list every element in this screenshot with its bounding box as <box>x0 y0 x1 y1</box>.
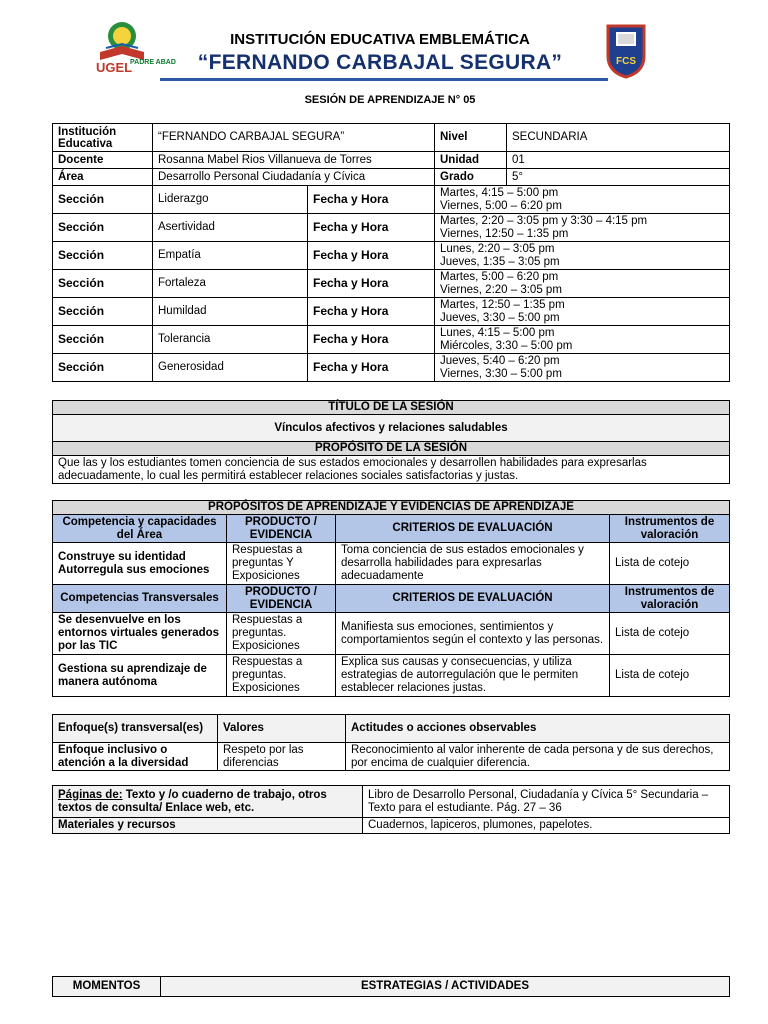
section-row <box>53 326 730 354</box>
datetime-label: Fecha y Hora <box>308 326 435 354</box>
grade-value: 5° <box>507 169 730 186</box>
section-label: Sección <box>53 326 153 354</box>
col-instruments: Instrumentos de valoración <box>610 585 730 613</box>
unit-value: 01 <box>507 152 730 169</box>
level-label: Nivel <box>435 124 507 152</box>
competence-cell: Se desenvuelve en los entornos virtuales generados por las TIC <box>53 613 227 655</box>
focus-table <box>52 714 730 771</box>
section-schedule: Martes, 2:20 – 3:05 pm y 3:30 – 4:15 pm Viernes, 12:50 – 1:35 pm <box>435 214 730 242</box>
session-table <box>52 400 730 484</box>
col-product: PRODUCTO / EVIDENCIA <box>227 585 336 613</box>
area-value: Desarrollo Personal Ciudadanía y Cívica <box>153 169 435 186</box>
datetime-label: Fecha y Hora <box>308 354 435 382</box>
section-name: Generosidad <box>153 354 308 382</box>
session-purpose-label: PROPÓSITO DE LA SESIÓN <box>53 442 730 456</box>
section-label: Sección <box>53 186 153 214</box>
purposes-table <box>52 500 730 697</box>
instrument-cell: Lista de cotejo <box>610 613 730 655</box>
materials-label: Materiales y recursos <box>53 818 363 834</box>
section-label: Sección <box>53 214 153 242</box>
section-schedule: Martes, 5:00 – 6:20 pm Viernes, 2:20 – 3:05 pm <box>435 270 730 298</box>
institution-name: “FERNANDO CARBAJAL SEGURA” <box>197 51 563 74</box>
competence-cell: Construye su identidad Autorregula sus emociones <box>53 543 227 585</box>
instrument-cell: Lista de cotejo <box>610 655 730 697</box>
section-row <box>53 354 730 382</box>
unit-label: Unidad <box>435 152 507 169</box>
teacher-label: Docente <box>53 152 153 169</box>
section-label: Sección <box>53 354 153 382</box>
materials-value: Cuadernos, lapiceros, plumones, papelotes. <box>363 818 730 834</box>
datetime-label: Fecha y Hora <box>308 298 435 326</box>
col-instruments: Instrumentos de valoración <box>610 515 730 543</box>
school-shield-logo <box>606 24 646 78</box>
svg-text:UGEL: UGEL <box>96 60 133 75</box>
level-value: SECUNDARIA <box>507 124 730 152</box>
section-label: Sección <box>53 242 153 270</box>
datetime-label: Fecha y Hora <box>308 214 435 242</box>
values-value: Respeto por las diferencias <box>218 743 346 771</box>
section-schedule: Lunes, 2:20 – 3:05 pm Jueves, 1:35 – 3:05 pm <box>435 242 730 270</box>
info-table <box>52 123 730 382</box>
section-schedule: Jueves, 5:40 – 6:20 pm Viernes, 3:30 – 5:00 pm <box>435 354 730 382</box>
section-name: Tolerancia <box>153 326 308 354</box>
section-name: Asertividad <box>153 214 308 242</box>
teacher-value: Rosanna Mabel Rios Villanueva de Torres <box>153 152 435 169</box>
area-label: Área <box>53 169 153 186</box>
section-row <box>53 214 730 242</box>
svg-text:PADRE ABAD: PADRE ABAD <box>130 59 176 66</box>
pages-label: Páginas de: Texto y /o cuaderno de trabajo, otros textos de consulta/ Enlace web, etc. <box>53 786 363 818</box>
moments-table <box>52 976 730 997</box>
datetime-label: Fecha y Hora <box>308 186 435 214</box>
product-cell: Respuestas a preguntas. Exposiciones <box>227 655 336 697</box>
svg-text:FCS: FCS <box>616 56 636 67</box>
col-strategies: ESTRATEGIAS / ACTIVIDADES <box>161 977 730 997</box>
pages-value: Libro de Desarrollo Personal, Ciudadanía y Cívica 5° Secundaria – Texto para el estudiante. Pág. 27 – 36 <box>363 786 730 818</box>
criteria-cell: Explica sus causas y consecuencias, y utiliza estrategias de autorregulación que le permiten establecer relaciones justas. <box>336 655 610 697</box>
col-attitudes: Actitudes o acciones observables <box>346 715 730 743</box>
purposes-heading: PROPÓSITOS DE APRENDIZAJE Y EVIDENCIAS DE APRENDIZAJE <box>53 501 730 515</box>
section-name: Empatía <box>153 242 308 270</box>
section-row <box>53 298 730 326</box>
section-schedule: Martes, 4:15 – 5:00 pm Viernes, 5:00 – 6:20 pm <box>435 186 730 214</box>
session-title-value: Vínculos afectivos y relaciones saludables <box>53 415 730 442</box>
datetime-label: Fecha y Hora <box>308 242 435 270</box>
col-focus: Enfoque(s) transversal(es) <box>53 715 218 743</box>
header-divider <box>160 78 608 81</box>
grade-label: Grado <box>435 169 507 186</box>
datetime-label: Fecha y Hora <box>308 270 435 298</box>
session-title-label: TÍTULO DE LA SESIÓN <box>53 401 730 415</box>
criteria-cell: Manifiesta sus emociones, sentimientos y comportamientos según el contexto y las personas. <box>336 613 610 655</box>
session-purpose-value: Que las y los estudiantes tomen conciencia de sus estados emocionales y desarrollen habilidades para expresarlas adecuadamente, lo cual les permitirá establecer relaciones sociales satisfactorias y justas. <box>53 456 730 484</box>
resources-table <box>52 785 730 834</box>
product-cell: Respuestas a preguntas Y Exposiciones <box>227 543 336 585</box>
section-row <box>53 242 730 270</box>
section-label: Sección <box>53 270 153 298</box>
section-name: Humildad <box>153 298 308 326</box>
col-criteria: CRITERIOS DE EVALUACIÓN <box>336 585 610 613</box>
col-transversal: Competencias Transversales <box>53 585 227 613</box>
section-name: Fortaleza <box>153 270 308 298</box>
attitudes-value: Reconocimiento al valor inherente de cada persona y de sus derechos, por encima de cualquier diferencia. <box>346 743 730 771</box>
section-name: Liderazgo <box>153 186 308 214</box>
session-title: SESIÓN DE APRENDIZAJE N° 05 <box>304 94 476 106</box>
col-values: Valores <box>218 715 346 743</box>
col-product: PRODUCTO / EVIDENCIA <box>227 515 336 543</box>
section-schedule: Martes, 12:50 – 1:35 pm Jueves, 3:30 – 5:00 pm <box>435 298 730 326</box>
product-cell: Respuestas a preguntas. Exposiciones <box>227 613 336 655</box>
section-label: Sección <box>53 298 153 326</box>
ugel-logo <box>92 18 176 75</box>
focus-value: Enfoque inclusivo o atención a la diversidad <box>53 743 218 771</box>
col-competence: Competencia y capacidades del Área <box>53 515 227 543</box>
col-criteria: CRITERIOS DE EVALUACIÓN <box>336 515 610 543</box>
institution-type: INSTITUCIÓN EDUCATIVA EMBLEMÁTICA <box>230 31 530 48</box>
competence-cell: Gestiona su aprendizaje de manera autónoma <box>53 655 227 697</box>
institution-label: Institución Educativa <box>53 124 153 152</box>
criteria-cell: Toma conciencia de sus estados emocionales y desarrolla habilidades para expresarlas adecuadamente <box>336 543 610 585</box>
section-row <box>53 270 730 298</box>
col-moments: MOMENTOS <box>53 977 161 997</box>
instrument-cell: Lista de cotejo <box>610 543 730 585</box>
institution-value: “FERNANDO CARBAJAL SEGURA” <box>153 124 435 152</box>
section-row <box>53 186 730 214</box>
section-schedule: Lunes, 4:15 – 5:00 pm Miércoles, 3:30 – 5:00 pm <box>435 326 730 354</box>
